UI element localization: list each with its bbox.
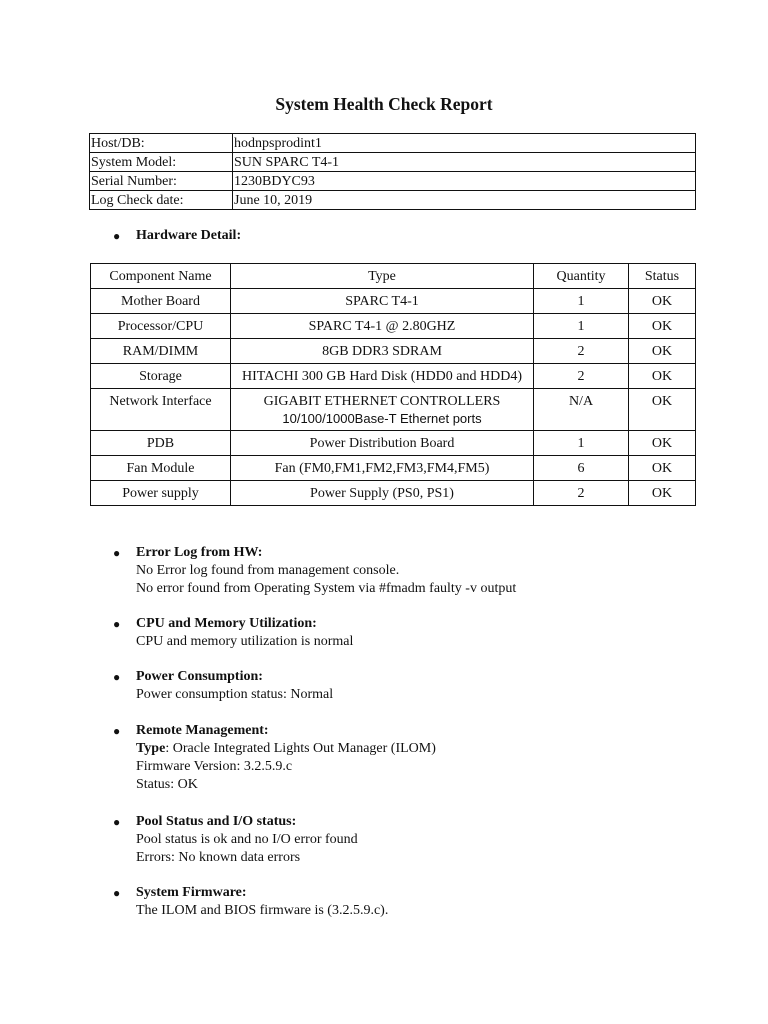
error-log-section <box>113 544 733 598</box>
section-text: No Error log found from management console. <box>136 563 400 578</box>
info-key: Serial Number: <box>90 172 233 191</box>
table-cell: OK <box>629 456 696 481</box>
type-label: Type <box>136 741 166 756</box>
section-text: The ILOM and BIOS firmware is (3.2.5.9.c). <box>136 903 389 918</box>
section-heading: Pool Status and I/O status: <box>136 814 297 829</box>
table-row <box>90 134 696 153</box>
bullet-icon: ● <box>113 546 121 560</box>
table-row <box>91 456 696 481</box>
table-cell: 2 <box>534 339 629 364</box>
table-cell: SPARC T4-1 @ 2.80GHZ <box>231 314 534 339</box>
bullet-icon: ● <box>113 670 121 684</box>
table-cell: Power supply <box>91 481 231 506</box>
table-header-row <box>91 264 696 289</box>
section-heading: Power Consumption: <box>136 669 263 684</box>
cpu-memory-section <box>113 615 733 651</box>
bullet-icon: ● <box>113 229 121 243</box>
table-row <box>90 191 696 210</box>
hardware-detail-section <box>113 227 733 245</box>
section-text: No error found from Operating System via #fmadm faulty -v output <box>136 581 517 596</box>
section-text: Status: OK <box>136 777 198 792</box>
column-header: Status <box>629 264 696 289</box>
bullet-icon: ● <box>113 724 121 738</box>
table-cell: OK <box>629 314 696 339</box>
table-cell: OK <box>629 431 696 456</box>
table-row <box>91 364 696 389</box>
remote-management-section <box>113 722 733 794</box>
table-cell: OK <box>629 339 696 364</box>
table-cell: Storage <box>91 364 231 389</box>
info-value: hodnpsprodint1 <box>233 134 696 153</box>
table-cell: Network Interface <box>91 389 231 431</box>
table-cell: 1 <box>534 289 629 314</box>
table-cell: 8GB DDR3 SDRAM <box>231 339 534 364</box>
pool-status-section <box>113 813 733 867</box>
info-value: 1230BDYC93 <box>233 172 696 191</box>
system-firmware-section <box>113 884 733 920</box>
table-cell: OK <box>629 364 696 389</box>
column-header: Quantity <box>534 264 629 289</box>
bullet-icon: ● <box>113 617 121 631</box>
table-cell: Power Supply (PS0, PS1) <box>231 481 534 506</box>
table-cell: Mother Board <box>91 289 231 314</box>
section-text: CPU and memory utilization is normal <box>136 634 354 649</box>
table-cell: PDB <box>91 431 231 456</box>
network-ports-label: 10/100/1000Base-T Ethernet ports <box>282 411 482 426</box>
table-cell <box>231 389 534 431</box>
table-cell: OK <box>629 481 696 506</box>
table-cell: N/A <box>534 389 629 431</box>
table-cell: Power Distribution Board <box>231 431 534 456</box>
table-row <box>90 153 696 172</box>
table-cell: Fan (FM0,FM1,FM2,FM3,FM4,FM5) <box>231 456 534 481</box>
column-header: Type <box>231 264 534 289</box>
info-key: System Model: <box>90 153 233 172</box>
table-cell: OK <box>629 289 696 314</box>
bullet-icon: ● <box>113 815 121 829</box>
bullet-icon: ● <box>113 886 121 900</box>
section-text <box>136 740 733 758</box>
network-type-label: GIGABIT ETHERNET CONTROLLERS <box>263 394 501 409</box>
table-row <box>91 431 696 456</box>
section-text: Errors: No known data errors <box>136 850 301 865</box>
section-heading: Remote Management: <box>136 723 269 738</box>
info-value: June 10, 2019 <box>233 191 696 210</box>
type-value: : Oracle Integrated Lights Out Manager (ILOM) <box>165 741 436 756</box>
table-row <box>90 172 696 191</box>
section-heading: CPU and Memory Utilization: <box>136 616 317 631</box>
info-key: Log Check date: <box>90 191 233 210</box>
info-key: Host/DB: <box>90 134 233 153</box>
table-row <box>91 389 696 431</box>
column-header: Component Name <box>91 264 231 289</box>
section-heading: System Firmware: <box>136 885 247 900</box>
section-text: Firmware Version: 3.2.5.9.c <box>136 759 293 774</box>
table-row <box>91 481 696 506</box>
table-cell: Fan Module <box>91 456 231 481</box>
hardware-table <box>90 263 696 506</box>
table-cell: 6 <box>534 456 629 481</box>
table-cell: 2 <box>534 364 629 389</box>
section-text: Power consumption status: Normal <box>136 687 334 702</box>
table-row <box>91 339 696 364</box>
section-text: Pool status is ok and no I/O error found <box>136 832 358 847</box>
section-heading: Hardware Detail: <box>136 228 242 243</box>
report-title: System Health Check Report <box>275 94 493 114</box>
power-consumption-section <box>113 668 733 704</box>
table-row <box>91 314 696 339</box>
table-cell: 1 <box>534 431 629 456</box>
table-cell: HITACHI 300 GB Hard Disk (HDD0 and HDD4) <box>231 364 534 389</box>
table-cell: 2 <box>534 481 629 506</box>
table-cell: RAM/DIMM <box>91 339 231 364</box>
table-cell: 1 <box>534 314 629 339</box>
table-cell: OK <box>629 389 696 431</box>
table-row <box>91 289 696 314</box>
table-cell: Processor/CPU <box>91 314 231 339</box>
table-cell: SPARC T4-1 <box>231 289 534 314</box>
info-value: SUN SPARC T4-1 <box>233 153 696 172</box>
system-info-table <box>89 133 696 210</box>
section-heading: Error Log from HW: <box>136 545 263 560</box>
